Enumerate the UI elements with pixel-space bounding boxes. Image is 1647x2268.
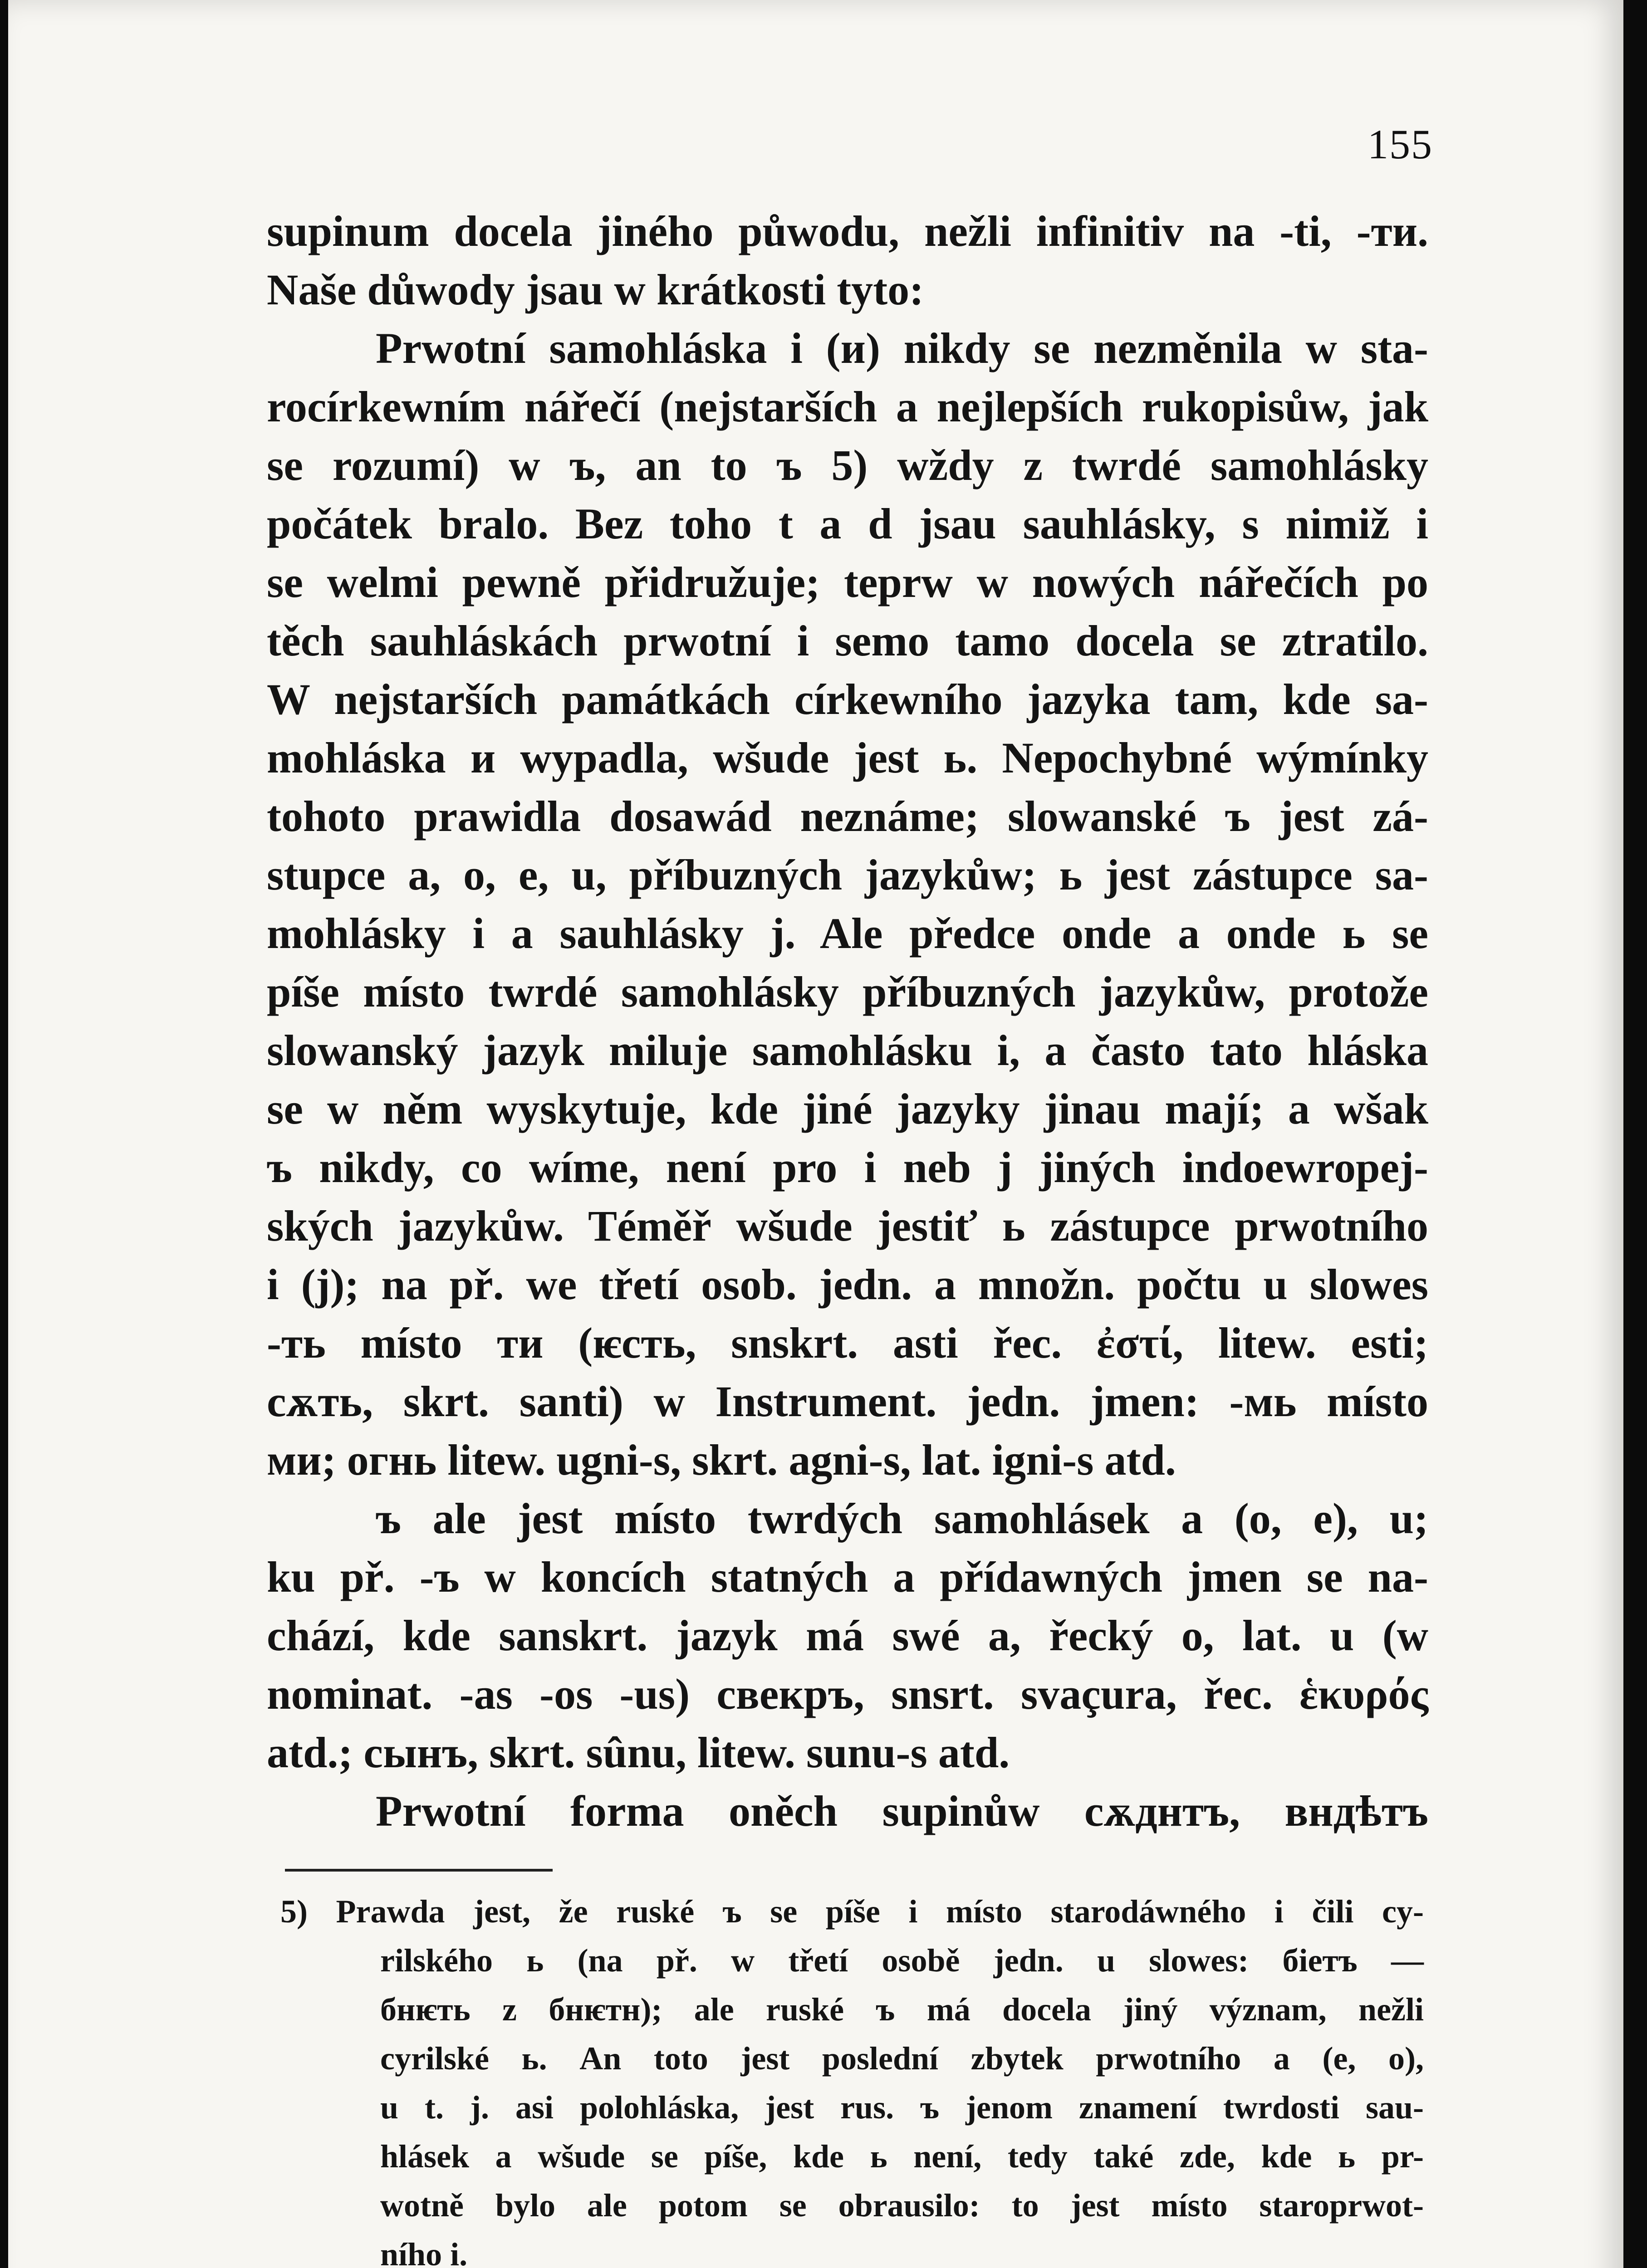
body-line: supinum docela jiného půwodu, nežli infinitiv na -ti, -ти. <box>267 207 1428 255</box>
footnote-line: бнѥть z бнѥтн); ale ruské ъ má docela jiný význam, nežli <box>380 1991 1424 2028</box>
body-line: nominat. -as -os -us) свекръ, snsrt. svaçura, řec. ἑκυρός <box>267 1670 1428 1718</box>
body-line: -ть místo ти (ѥсть, snskrt. asti řec. ἐστί, litew. esti; <box>267 1319 1428 1367</box>
body-line: těch sauhláskách prwotní i semo tamo docela se ztratilo. <box>267 616 1428 665</box>
body-line: atd.; сынъ, skrt. sûnu, litew. sunu-s atd. <box>267 1728 1010 1777</box>
body-line: ku př. -ъ w koncích statných a přídawných jmen se na- <box>267 1553 1428 1601</box>
body-line: Prwotní samohláska i (и) nikdy se nezměnila w sta- <box>376 324 1428 372</box>
body-line: сѫть, skrt. santi) w Instrument. jedn. jmen: -мь místo <box>267 1377 1428 1426</box>
body-line: rocírkewním nářečí (nejstarších a nejlepších rukopisůw, jak <box>267 382 1428 431</box>
footnote-line: wotně bylo ale potom se obrausilo: to jest místo staroprwot- <box>380 2187 1424 2224</box>
page-number: 155 <box>1368 121 1433 167</box>
footnote-line: cyrilské ь. An toto jest poslední zbytek prwotního a (e, o), <box>380 2040 1424 2077</box>
body-line: ských jazykůw. Téměř wšude jestiť ь zástupce prwotního <box>267 1202 1428 1250</box>
body-line: se rozumí) w ъ, an to ъ 5) wždy z twrdé samohlásky <box>267 441 1428 489</box>
body-line: i (j); na př. we třetí osob. jedn. a množn. počtu u slowes <box>267 1260 1428 1309</box>
body-line: píše místo twrdé samohlásky příbuzných jazykůw, protože <box>267 968 1428 1016</box>
body-line: ми; огнь litew. ugni-s, skrt. agni-s, lat. igni-s atd. <box>267 1436 1176 1484</box>
body-line: počátek bralo. Bez toho t a d jsau sauhlásky, s nimiž i <box>267 499 1428 548</box>
footnote-separator <box>285 1869 553 1872</box>
body-line: ъ ale jest místo twrdých samohlásek a (o, e), u; <box>376 1494 1428 1543</box>
body-line: Naše důwody jsau w krátkosti tyto: <box>267 265 924 314</box>
body-line: se welmi pewně přidružuje; teprw w nowých nářečích po <box>267 558 1428 606</box>
body-line: mohláska и wypadla, wšude jest ь. Nepochybné wýmínky <box>267 733 1428 782</box>
footnote-line: 5) Prawda jest, že ruské ъ se píše i místo starodáwného i čili cy- <box>280 1893 1424 1930</box>
body-line: ъ nikdy, co wíme, není pro i neb j jiných indoewropej- <box>267 1143 1428 1192</box>
book-page <box>8 0 1623 2268</box>
footnote-line: hlásek a wšude se píše, kde ь není, tedy také zde, kde ь pr- <box>380 2138 1424 2175</box>
body-line: mohlásky i a sauhlásky j. Ale předce onde a onde ь se <box>267 909 1428 958</box>
footnote-line: rilského ь (na př. w třetí osobě jedn. u slowes: біетъ — <box>380 1942 1424 1979</box>
footnote-line: u t. j. asi polohláska, jest rus. ъ jenom znamení twrdosti sau- <box>380 2089 1424 2126</box>
body-line: W nejstarších památkách církewního jazyka tam, kde sa- <box>267 675 1428 723</box>
body-line: Prwotní forma oněch supinůw сѫднтъ, вндѣтъ <box>376 1787 1428 1835</box>
body-line: tohoto prawidla dosawád neznáme; slowanské ъ jest zá- <box>267 792 1428 841</box>
body-line: slowanský jazyk miluje samohlásku i, a často tato hláska <box>267 1026 1428 1075</box>
footnote <box>280 1887 1424 2268</box>
body-text <box>267 202 1428 1840</box>
footnote-line: ního i. <box>380 2236 468 2268</box>
body-line: se w něm wyskytuje, kde jiné jazyky jinau mají; a wšak <box>267 1085 1428 1133</box>
body-line: chází, kde sanskrt. jazyk má swé a, řecký o, lat. u (w <box>267 1611 1428 1660</box>
body-line: stupce a, o, e, u, příbuzných jazykůw; ь jest zástupce sa- <box>267 850 1428 899</box>
